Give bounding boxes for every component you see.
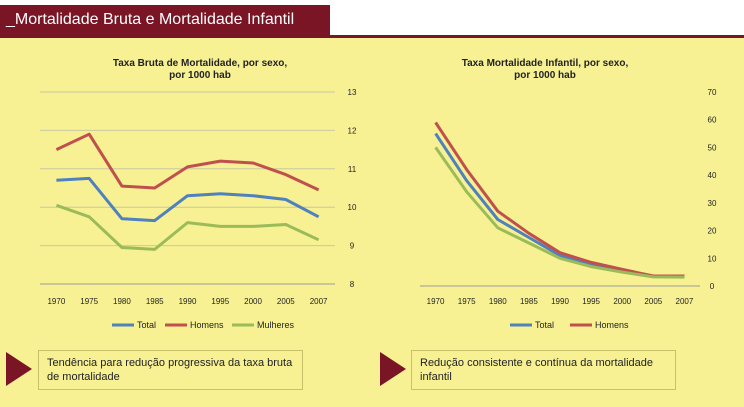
x-tick-label: 1995 — [582, 297, 601, 306]
note-right: Redução consistente e contínua da mortalidade infantil — [411, 350, 676, 390]
y-tick-label: 30 — [707, 198, 717, 208]
x-tick-label: 1985 — [519, 297, 538, 306]
chart-title: por 1000 hab — [169, 70, 231, 81]
x-tick-label: 1970 — [47, 297, 66, 306]
x-tick-label: 2007 — [675, 297, 694, 306]
y-tick-label: 10 — [707, 254, 717, 264]
legend-label: Total — [137, 320, 157, 330]
x-tick-label: 1975 — [80, 297, 99, 306]
series-line-total — [56, 178, 318, 220]
y-tick-label: 20 — [707, 226, 717, 236]
series-line-total — [436, 134, 685, 277]
x-tick-label: 1990 — [178, 297, 197, 306]
x-tick-label: 2005 — [644, 297, 663, 306]
x-tick-label: 1975 — [457, 297, 476, 306]
x-tick-label: 2000 — [244, 297, 262, 306]
series-line-homens — [56, 134, 318, 190]
x-tick-label: 2007 — [309, 297, 328, 306]
note-left: Tendência para redução progressiva da taxa bruta de mortalidade — [38, 350, 303, 390]
legend-label: Homens — [190, 320, 224, 330]
x-tick-label: 1980 — [488, 297, 507, 306]
legend-label: Homens — [595, 320, 629, 330]
legend-label: Total — [535, 320, 555, 330]
right-arrow-icon — [380, 352, 406, 386]
y-tick-label: 12 — [347, 126, 357, 136]
x-tick-label: 2000 — [613, 297, 632, 306]
y-tick-label: 40 — [707, 171, 717, 181]
chart-title: Taxa Bruta de Mortalidade, por sexo, — [112, 58, 288, 69]
legend-label: Mulheres — [257, 320, 295, 330]
x-tick-label: 1980 — [113, 297, 131, 306]
y-tick-label: 0 — [709, 282, 715, 291]
page-title: _Mortalidade Bruta e Mortalidade Infantil — [0, 5, 330, 35]
y-tick-label: 11 — [347, 164, 357, 174]
x-tick-label: 1970 — [426, 297, 445, 306]
y-tick-label: 70 — [707, 88, 717, 97]
y-tick-label: 9 — [349, 241, 355, 251]
series-line-unnamed — [436, 147, 685, 277]
chart-title: Taxa Mortalidade Infantil, por sexo, — [461, 58, 629, 69]
x-tick-label: 2005 — [276, 297, 295, 306]
y-tick-label: 50 — [707, 143, 717, 153]
y-tick-label: 10 — [347, 203, 357, 213]
y-tick-label: 8 — [349, 280, 355, 289]
series-line-mulheres — [56, 205, 318, 249]
y-tick-label: 60 — [707, 115, 717, 125]
x-tick-label: 1990 — [551, 297, 569, 306]
x-tick-label: 1985 — [145, 297, 164, 306]
y-tick-label: 13 — [347, 88, 357, 97]
left-arrow-icon — [6, 352, 32, 386]
chart-title: por 1000 hab — [514, 70, 576, 81]
x-tick-label: 1995 — [211, 297, 230, 306]
